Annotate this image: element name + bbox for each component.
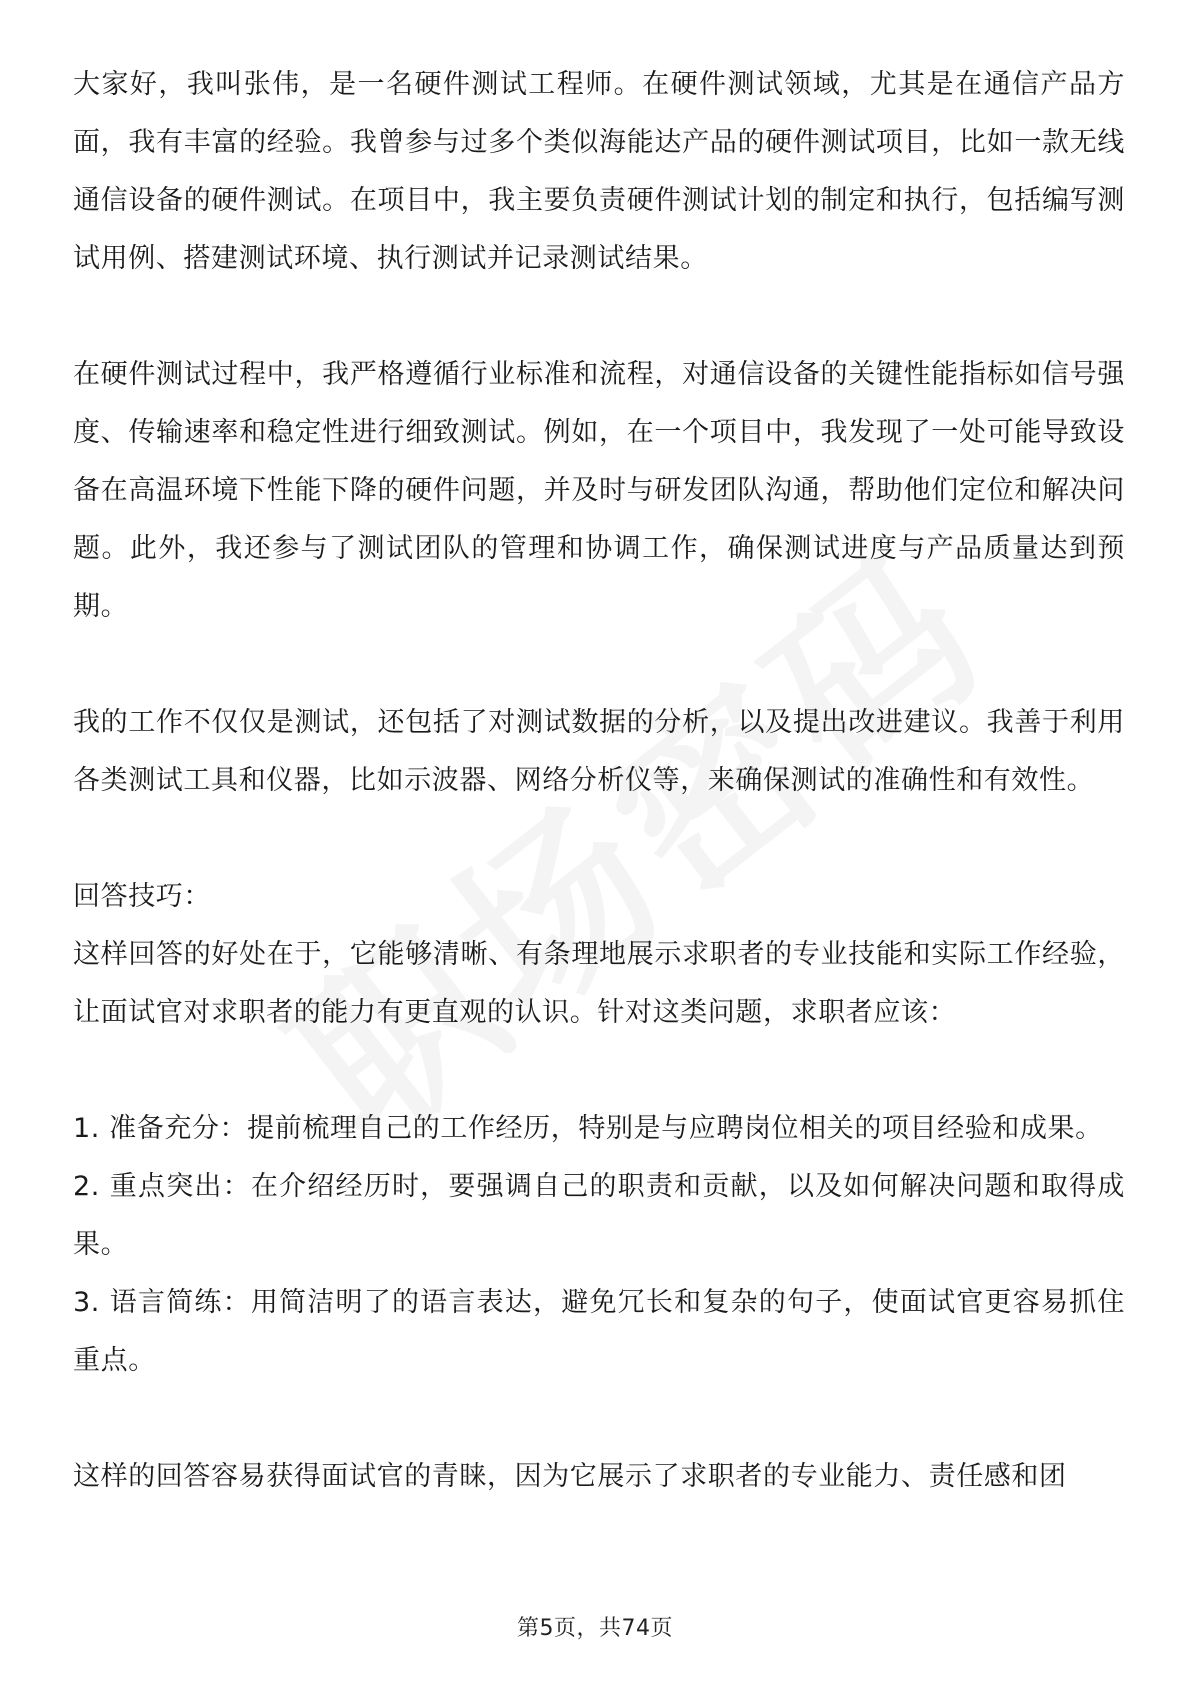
tip-item: 2. 重点突出：在介绍经历时，要强调自己的职责和贡献，以及如何解决问题和取得成果。: [73, 1171, 1125, 1260]
paragraph-gap: [73, 288, 1125, 346]
paragraph-analysis: 我的工作不仅仅是测试，还包括了对测试数据的分析，以及提出改进建议。我善于利用各类测试工具和仪器，比如示波器、网络分析仪等，来确保测试的准确性和有效性。: [73, 707, 1125, 796]
closing-paragraph: 这样的回答容易获得面试官的青睐，因为它展示了求职者的专业能力、责任感和团: [73, 1461, 1067, 1492]
tips-heading: 回答技巧：: [73, 881, 211, 912]
tip-item: 3. 语言简练：用简洁明了的语言表达，避免冗长和复杂的句子，使面试官更容易抓住重点。: [73, 1287, 1125, 1376]
paragraph-gap: [73, 1390, 1125, 1448]
document-body: [73, 56, 1125, 1506]
paragraph-intro: 大家好，我叫张伟，是一名硬件测试工程师。在硬件测试领域，尤其是在通信产品方面，我有丰富的经验。我曾参与过多个类似海能达产品的硬件测试项目，比如一款无线通信设备的硬件测试。在项目中，我主要负责硬件测试计划的制定和执行，包括编写测试用例、搭建测试环境、执行测试并记录测试结果。: [73, 69, 1125, 274]
tip-item: 1. 准备充分：提前梳理自己的工作经历，特别是与应聘岗位相关的项目经验和成果。: [73, 1113, 1103, 1144]
paragraph-gap: [73, 636, 1125, 694]
paragraph-gap: [73, 810, 1125, 868]
page-number: 第5页，共74页: [517, 1616, 673, 1641]
tips-intro: 这样回答的好处在于，它能够清晰、有条理地展示求职者的专业技能和实际工作经验，让面试官对求职者的能力有更直观的认识。针对这类问题，求职者应该：: [73, 939, 1125, 1028]
paragraph-process: 在硬件测试过程中，我严格遵循行业标准和流程，对通信设备的关键性能指标如信号强度、传输速率和稳定性进行细致测试。例如，在一个项目中，我发现了一处可能导致设备在高温环境下性能下降的硬件问题，并及时与研发团队沟通，帮助他们定位和解决问题。此外，我还参与了测试团队的管理和协调工作，确保测试进度与产品质量达到预期。: [73, 359, 1125, 622]
paragraph-gap: [73, 1042, 1125, 1100]
